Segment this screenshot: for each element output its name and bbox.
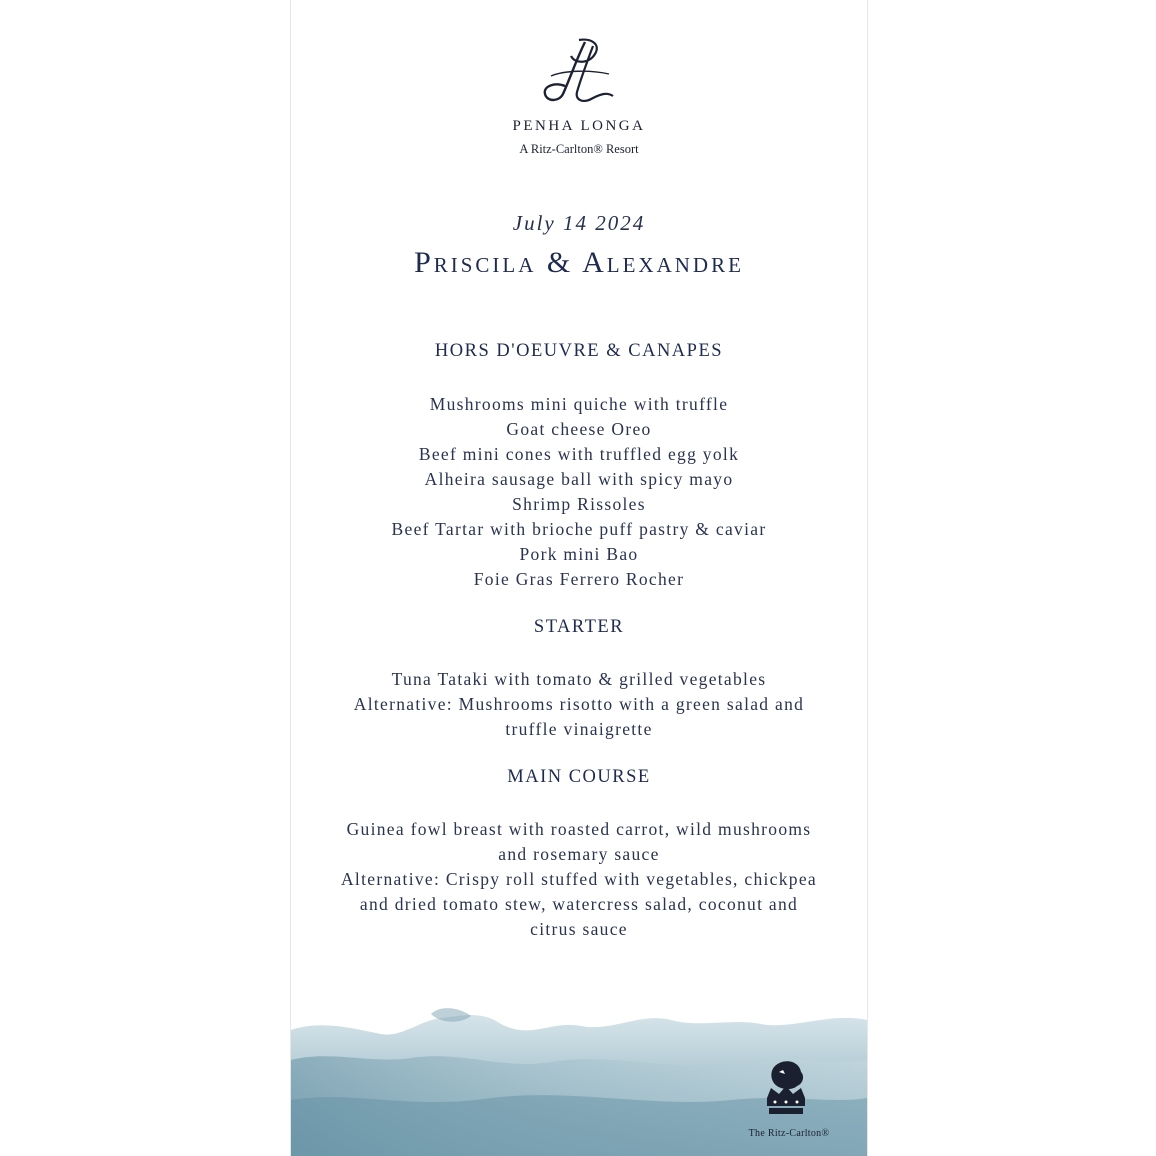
ritz-carlton-lion-crown-icon	[753, 1058, 819, 1122]
starter-list	[291, 667, 867, 742]
menu-item: Shrimp Rissoles	[512, 494, 646, 514]
menu-item: Tuna Tataki with tomato & grilled vegetables	[391, 669, 767, 689]
pl-monogram-icon	[531, 36, 627, 108]
menu-item: Guinea fowl breast with roasted carrot, wild mushrooms	[346, 819, 812, 839]
menu-item: Pork mini Bao	[519, 544, 639, 564]
section-title-starter: STARTER	[533, 617, 625, 637]
menu-item: and dried tomato stew, watercress salad, coconut and	[359, 894, 799, 914]
menu-item: Goat cheese Oreo	[506, 419, 652, 439]
section-title-main-course: MAIN COURSE	[507, 767, 651, 787]
menu-item: Alheira sausage ball with spicy mayo	[424, 469, 734, 489]
menu-item: and rosemary sauce	[498, 844, 660, 864]
brand-subtitle: A Ritz-Carlton® Resort	[519, 142, 639, 156]
menu-item: Beef Tartar with brioche puff pastry & caviar	[391, 519, 767, 539]
menu-card	[290, 0, 868, 1156]
menu-item: Alternative: Mushrooms risotto with a green salad and	[353, 694, 805, 714]
menu-item: truffle vinaigrette	[505, 719, 653, 739]
main-course-list	[291, 817, 867, 942]
couple-names: Priscila & Alexandre	[414, 246, 744, 279]
menu-item: Mushrooms mini quiche with truffle	[429, 394, 729, 414]
brand-name: PENHA LONGA	[512, 118, 646, 134]
menu-item: Beef mini cones with truffled egg yolk	[418, 444, 740, 464]
hors-doeuvre-list	[291, 392, 867, 592]
menu-item: Foie Gras Ferrero Rocher	[473, 569, 685, 589]
event-date: July 14 2024	[512, 211, 646, 235]
ritz-carlton-wordmark: The Ritz-Carlton®	[748, 1128, 830, 1139]
menu-item: Alternative: Crispy roll stuffed with vegetables, chickpea	[340, 869, 817, 889]
menu-item: citrus sauce	[530, 919, 628, 939]
section-title-hors-doeuvre: HORS D'OEUVRE & CANAPES	[434, 341, 724, 361]
